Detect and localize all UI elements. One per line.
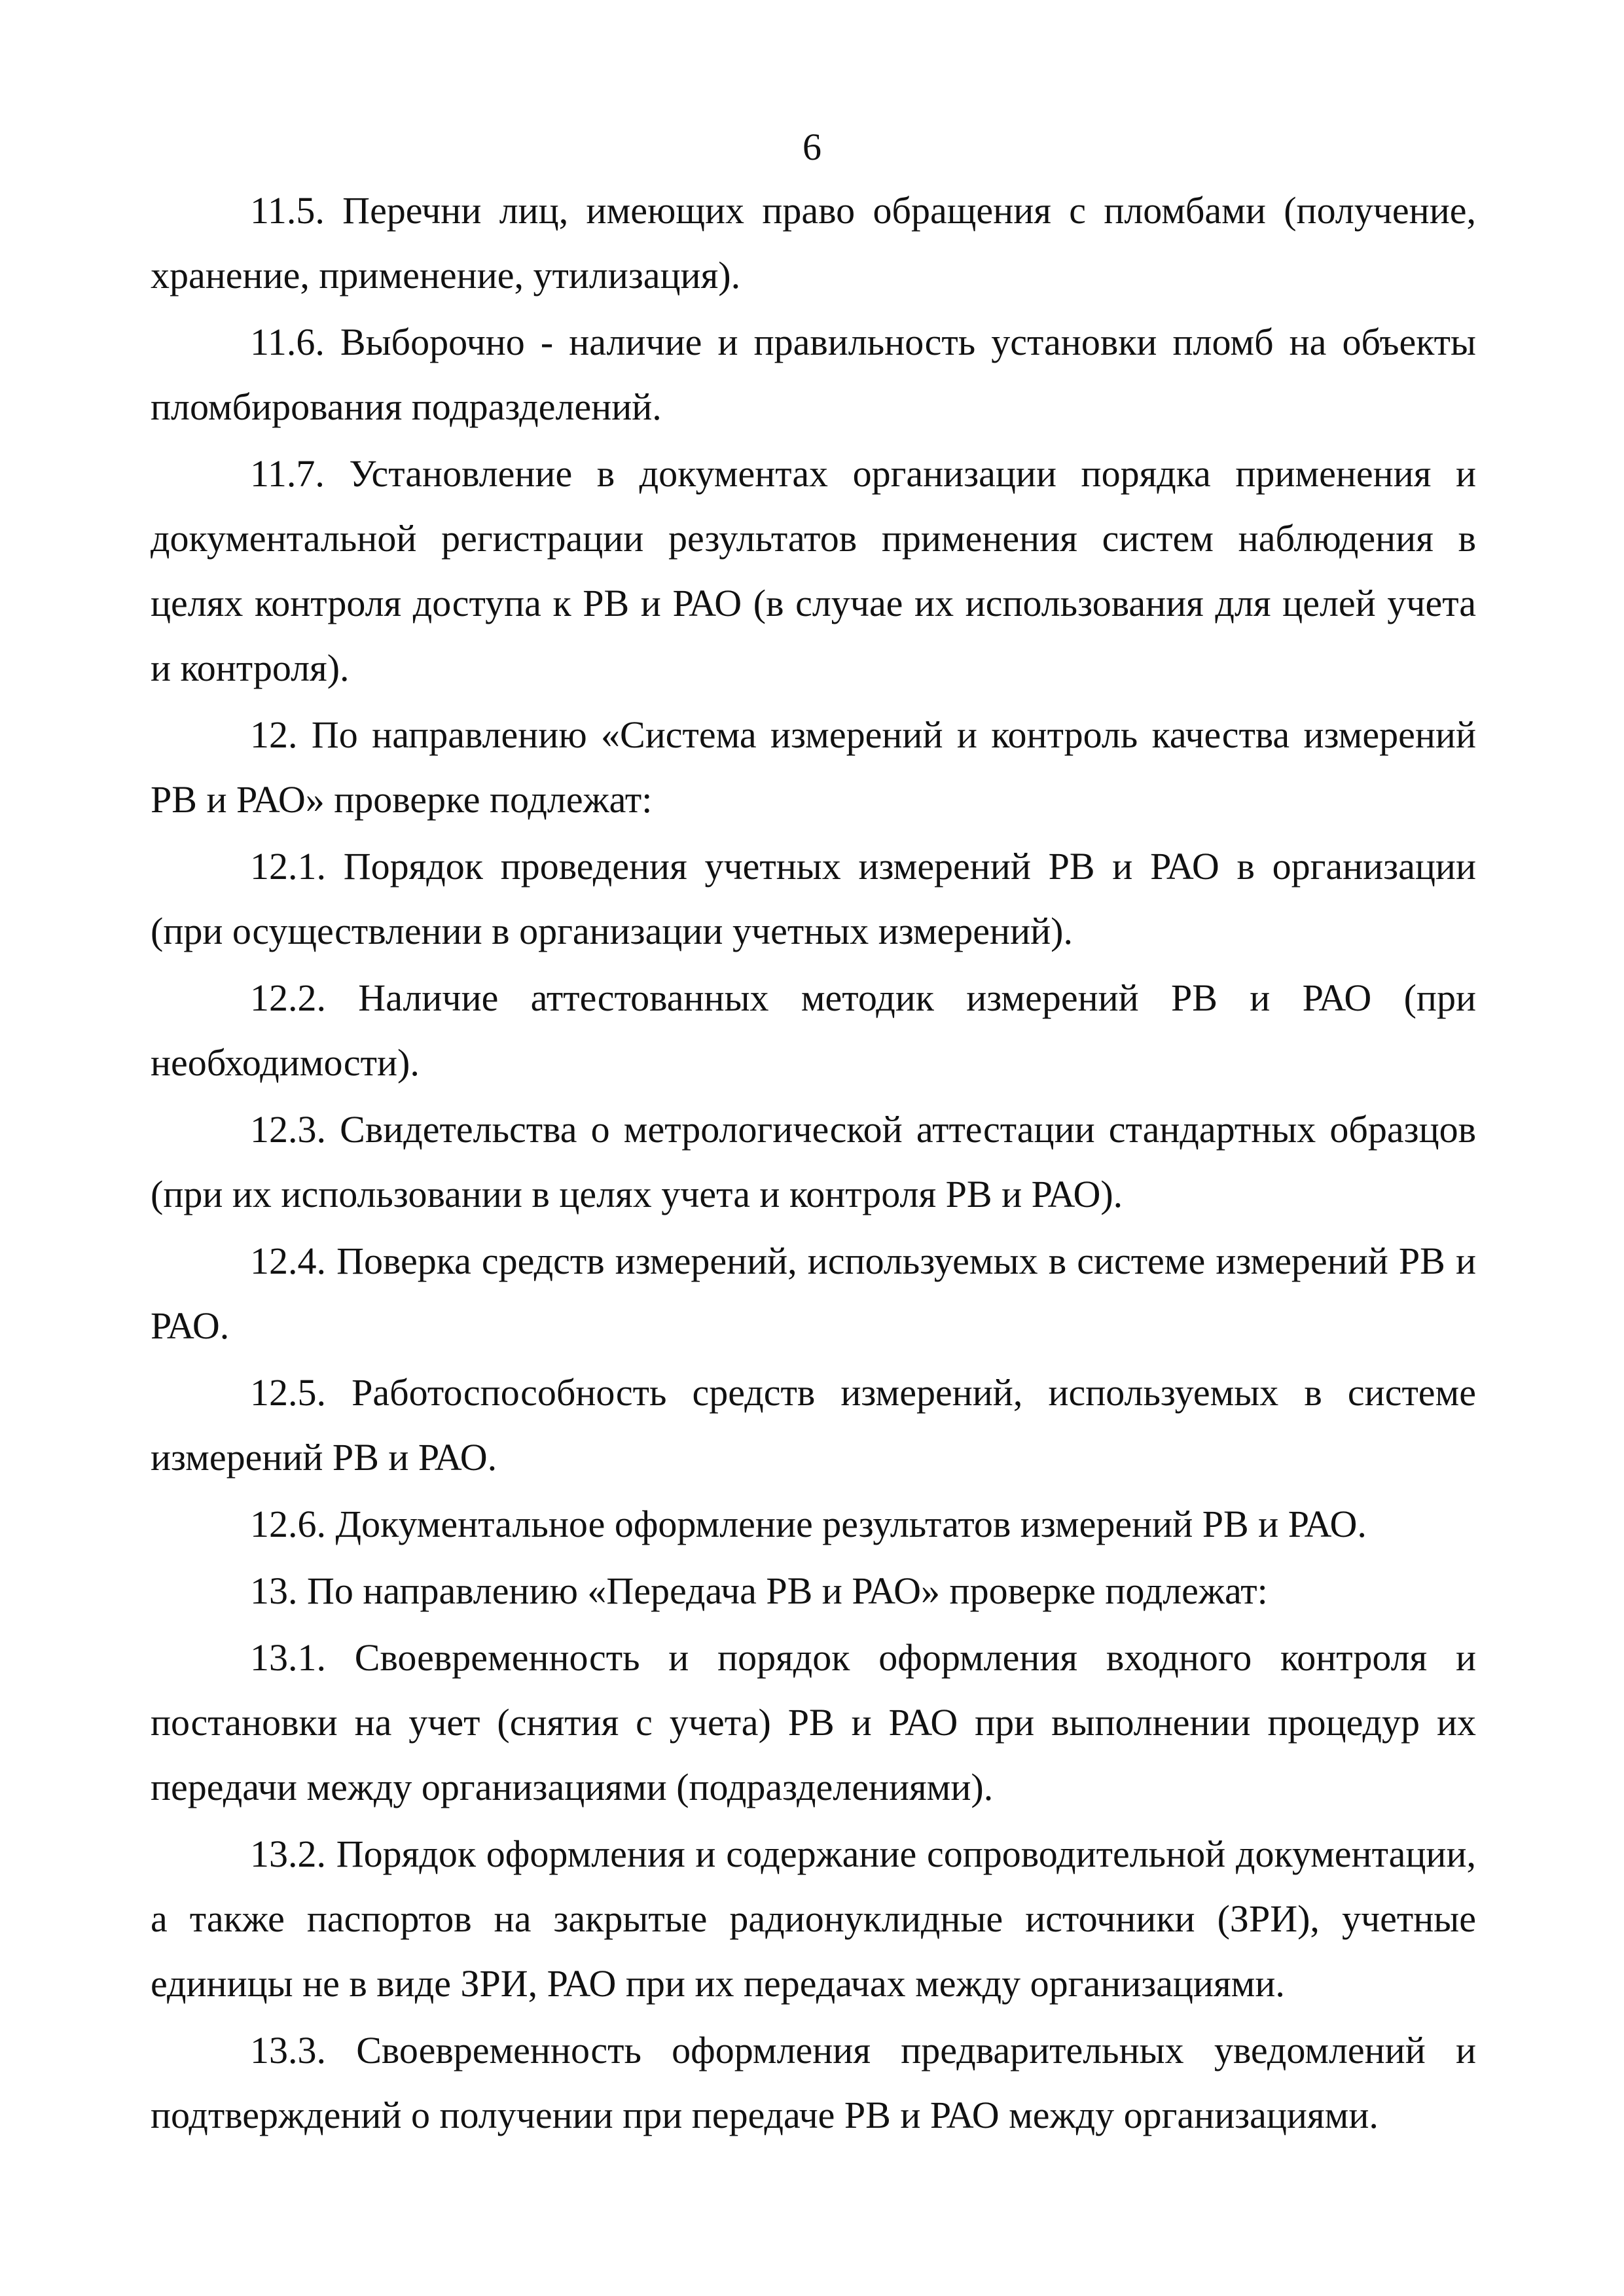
paragraph-11-7: 11.7. Установление в документах организации порядка применения и документальной регистрации результатов применения систем наблюдения в целях контроля доступа к РВ и РАО (в случае их использования для целей учета и контроля). [151, 452, 1476, 689]
paragraph-11-6: 11.6. Выборочно - наличие и правильность установки пломб на объекты пломбирования подразделений. [151, 321, 1476, 428]
paragraph-13-3: 13.3. Своевременность оформления предварительных уведомлений и подтверждений о получении при передаче РВ и РАО между организациями. [151, 2029, 1476, 2136]
paragraph-12-4: 12.4. Поверка средств измерений, используемых в системе измерений РВ и РАО. [151, 1240, 1476, 1347]
paragraph-12-3: 12.3. Свидетельства о метрологической аттестации стандартных образцов (при их использовании в целях учета и контроля РВ и РАО). [151, 1108, 1476, 1215]
paragraph-12-1: 12.1. Порядок проведения учетных измерений РВ и РАО в организации (при осуществлении в организации учетных измерений). [151, 845, 1476, 952]
paragraph-12-6: 12.6. Документальное оформление результатов измерений РВ и РАО. [250, 1503, 1367, 1545]
paragraph-12: 12. По направлению «Система измерений и контроль качества измерений РВ и РАО» проверке подлежат: [151, 713, 1476, 821]
paragraph-13-2: 13.2. Порядок оформления и содержание сопроводительной документации, а также паспортов на закрытые радионуклидные источники (ЗРИ), учетные единицы не в виде ЗРИ, РАО при их передачах между организациями. [151, 1833, 1476, 2005]
paragraph-13-1: 13.1. Своевременность и порядок оформления входного контроля и постановки на учет (снятия с учета) РВ и РАО при выполнении процедур их передачи между организациями (подразделениями). [151, 1636, 1476, 1808]
paragraph-12-5: 12.5. Работоспособность средств измерений, используемых в системе измерений РВ и РАО. [151, 1371, 1476, 1479]
paragraph-13: 13. По направлению «Передача РВ и РАО» проверке подлежат: [250, 1570, 1268, 1612]
paragraph-12-2: 12.2. Наличие аттестованных методик измерений РВ и РАО (при необходимости). [151, 977, 1476, 1084]
document-body [151, 178, 1476, 2149]
paragraph-11-5: 11.5. Перечни лиц, имеющих право обращения с пломбами (получение, хранение, применение, утилизация). [151, 189, 1476, 296]
page-number: 6 [803, 126, 821, 168]
